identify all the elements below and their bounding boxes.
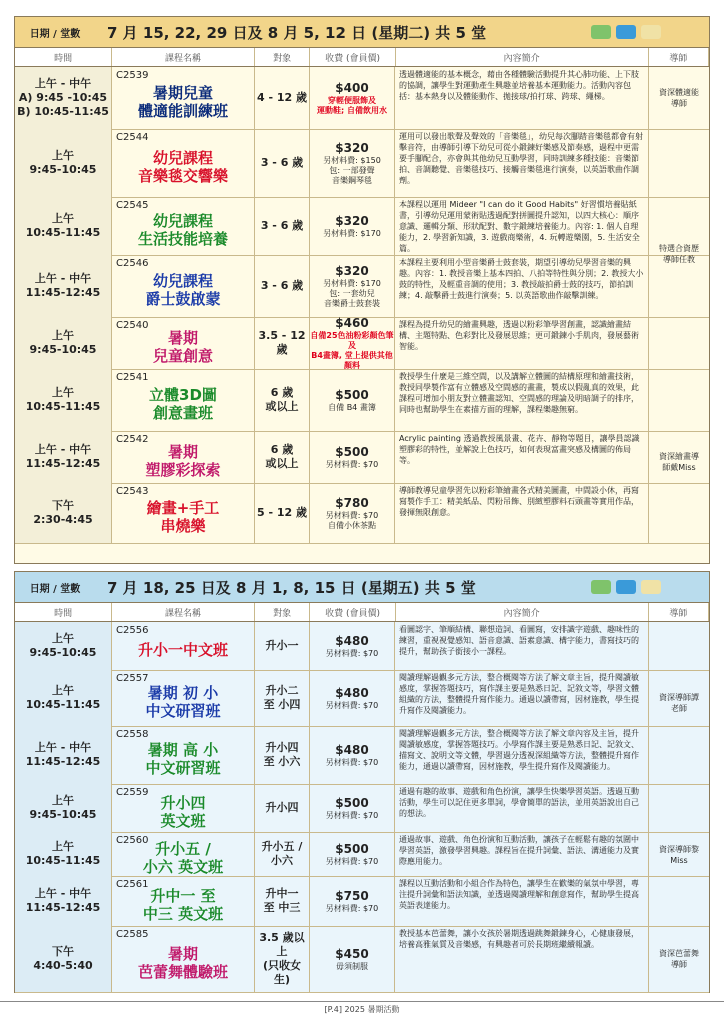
content-cell: 透過體適能的基本概念，藉由各種體驗活動提升其心肺功能、上下肢的協調，讓學生對運動產生興趣並培養基本運動能力。活動內容包括：基本熱身以及體能動作、拋接球/拍打球、跨球、繩梯。	[395, 67, 649, 129]
icon-group	[591, 25, 661, 39]
price: $750	[335, 888, 369, 903]
fee-note: 音樂爵士鼓套裝	[324, 298, 380, 308]
age-cell	[255, 726, 310, 784]
fee-cell	[310, 784, 395, 832]
fee-note: 自備小休茶點	[328, 520, 376, 530]
time-text: 上午 - 中午	[34, 741, 92, 754]
course-name-cell	[112, 784, 255, 832]
course-code: C2543	[116, 486, 149, 497]
course-name	[145, 684, 220, 720]
age-cell	[255, 255, 310, 317]
section-tuesday	[14, 16, 710, 564]
bird-icon	[616, 580, 636, 594]
age-cell	[255, 197, 310, 255]
course-name-cell	[112, 926, 255, 992]
time-text: 上午	[52, 684, 74, 697]
content-cell: 閱讀理解過觀多元方法，整合概閱等方法了解文章內容及主旨，提升閱讀敏感度，掌握答題技巧。小學寫作課主要是熟悉日記、記敘文、描寫文、說明文等文體，學習過分透視深組織等方法，整體提升寫作能力，通過以讀帶寫，因材施教，學生提升寫作及閱讀能力。	[395, 726, 649, 784]
time-text: 9:45-10:45	[29, 343, 97, 356]
section-title: 7 月 15, 22, 29 日及 8 月 5, 12 日 (星期二) 共 5 堂	[107, 23, 487, 42]
course-name-line: 兒童創意	[152, 347, 213, 365]
price: $500	[335, 795, 369, 810]
age-text: 至 中三	[263, 901, 301, 914]
column-header: 收費 (會員價)	[310, 603, 395, 621]
content-cell: 課程以互動活動和小組合作為特色，讓學生在歡樂的氣氛中學習，專注提升詞彙和語法知識，並透過閱讀理解和創意寫作，幫助學生提高英語表達能力。	[395, 876, 649, 926]
column-header: 內容簡介	[396, 48, 649, 66]
fee-cell	[310, 670, 395, 726]
content-cell: 教授基本芭蕾舞，讓小女孩於暑期透過跳舞鍛鍊身心，心健康發展，培養高雅氣質及音樂感，有興趣者可於長期班繼續報讀。	[395, 926, 649, 992]
time-text: 9:45-10:45	[29, 808, 97, 821]
fee-note: 包: 一部發聲	[329, 165, 375, 175]
fee-cell	[310, 67, 395, 129]
course-name-line: 升中一 至	[150, 887, 216, 905]
content-cell: 通過故事、遊戲、角色扮演和互動活動，讓孩子在輕鬆有趣的氛圍中學習英語，激發學習興趣。課程旨在提升詞彙、語法、溝通能力及實際應用能力。	[395, 832, 649, 876]
time-cell	[15, 431, 112, 483]
time-text: 11:45-12:45	[25, 755, 101, 768]
course-name-line: 暑期 高 小	[147, 741, 219, 759]
course-name	[153, 329, 213, 365]
course-name-cell	[112, 670, 255, 726]
fee-note: 穿輕便服飾及	[328, 95, 376, 105]
time-text: 10:45-11:45	[25, 698, 101, 711]
course-name-cell	[112, 255, 255, 317]
paw-icon	[641, 25, 661, 39]
course-name-cell	[112, 876, 255, 926]
course-name-line: 繪畫+手工	[146, 499, 220, 517]
course-row	[15, 926, 709, 993]
fee-note: 運動鞋; 自備飲用水	[317, 105, 387, 115]
course-name-line: 塑膠彩探索	[145, 461, 221, 479]
fee-note: 另材料費: $70	[325, 903, 379, 913]
fee-note: B4畫簿, 堂上提供其他顏料	[311, 350, 393, 370]
course-name-line: 英文班	[160, 812, 206, 830]
course-name-cell	[112, 622, 255, 670]
price: $480	[335, 742, 369, 757]
age-cell	[255, 67, 310, 129]
age-text: 至 小四	[263, 698, 301, 711]
time-text: 下午	[52, 499, 74, 512]
section-header	[15, 572, 709, 603]
time-cell	[15, 197, 112, 255]
fee-cell	[310, 129, 395, 197]
time-cell	[15, 483, 112, 543]
teacher-cell: 資深導師黎Miss	[659, 845, 699, 865]
time-text: 上午	[52, 794, 74, 807]
course-name-line: 升小五 /	[155, 840, 211, 858]
age-text: 4 - 12 歲	[256, 91, 307, 104]
fee-note: 自備25色油粉彩顏色筆及	[310, 330, 394, 350]
course-code: C2585	[116, 929, 149, 940]
age-cell	[255, 832, 310, 876]
time-text: 上午	[52, 329, 74, 342]
course-name-line: 芭蕾舞體驗班	[137, 963, 228, 981]
fee-note: 另材料費: $70	[325, 648, 379, 658]
price: $320	[335, 213, 369, 228]
time-text: 上午	[52, 386, 74, 399]
course-code: C2558	[116, 729, 149, 740]
fee-note: 音樂鋼琴毯	[332, 175, 372, 185]
column-header: 對象	[255, 48, 311, 66]
age-cell	[255, 369, 310, 431]
time-text: 4:40-5:40	[33, 959, 93, 972]
time-cell	[15, 622, 112, 670]
course-name	[138, 641, 228, 659]
time-cell	[15, 255, 112, 317]
teacher-cell: 資深繪畫導師戴Miss	[659, 452, 699, 472]
course-row	[15, 832, 709, 877]
fee-note: 另材料費: $150	[323, 155, 381, 165]
time-text: 上午	[52, 632, 74, 645]
price: $320	[335, 263, 369, 278]
age-text: 升小二	[265, 684, 299, 697]
fee-cell	[310, 255, 395, 317]
age-text: 至 小六	[263, 755, 301, 768]
icon-group	[591, 580, 661, 594]
teacher-cell: 資深導師譚老師	[659, 693, 699, 713]
course-name-cell	[112, 483, 255, 543]
age-text: 升小一	[265, 639, 299, 652]
course-name	[143, 840, 223, 876]
fee-note: 另材料費: $70	[325, 459, 379, 469]
fee-cell	[310, 726, 395, 784]
course-name	[138, 212, 228, 248]
course-code: C2540	[116, 320, 149, 331]
age-text: 或以上	[265, 400, 299, 413]
course-name-line: 小六 英文班	[142, 858, 224, 876]
course-name-line: 中三 英文班	[142, 905, 224, 923]
age-cell	[255, 431, 310, 483]
course-name-line: 暑期	[167, 443, 198, 461]
section-friday	[14, 571, 710, 993]
chat-bubble-icon	[591, 580, 611, 594]
course-name-cell	[112, 431, 255, 483]
age-cell	[255, 670, 310, 726]
course-code: C2539	[116, 70, 149, 81]
time-text: 上午 - 中午	[34, 887, 92, 900]
course-row	[15, 197, 709, 256]
fee-cell	[310, 622, 395, 670]
time-text: 2:30-4:45	[33, 513, 93, 526]
time-cell	[15, 876, 112, 926]
fee-note: 另材料費: $70	[325, 757, 379, 767]
course-name-line: 暑期兒童	[152, 84, 213, 102]
age-text: 5 - 12 歲	[256, 506, 307, 519]
price: $400	[335, 80, 369, 95]
fee-note: 另材料費: $70	[325, 700, 379, 710]
fee-cell	[310, 197, 395, 255]
course-name-line: 串燒樂	[160, 517, 206, 535]
paw-icon	[641, 580, 661, 594]
chat-bubble-icon	[591, 25, 611, 39]
course-name-cell	[112, 369, 255, 431]
course-name-line: 創意畫班	[152, 404, 213, 422]
course-name	[149, 386, 217, 422]
age-cell	[255, 129, 310, 197]
course-name-cell	[112, 726, 255, 784]
course-name-line: 中文研習班	[145, 759, 221, 777]
column-header: 收費 (會員價)	[310, 48, 395, 66]
time-cell	[15, 784, 112, 832]
content-cell: 看圖認字、筆順結構、聯想造詞、看圖寫，安排識字遊戲、趣味性的練習，重視視覺感知、語音意識、語素意識、構字能力，書寫技巧的提升，幫助孩子銜接小一課程。	[395, 622, 649, 670]
time-text: 11:45-12:45	[25, 901, 101, 914]
course-code: C2556	[116, 625, 149, 636]
course-row	[15, 726, 709, 785]
age-text: 3.5 - 12 歲	[258, 329, 306, 356]
age-cell	[255, 926, 310, 992]
fee-cell	[310, 483, 395, 543]
price: $500	[335, 841, 369, 856]
course-row	[15, 67, 709, 130]
time-text: 上午	[52, 212, 74, 225]
course-code: C2545	[116, 200, 149, 211]
content-cell: 通過有趣的故事、遊戲和角色扮演，讓學生快樂學習英語。透過互動活動，學生可以記住更多單詞，學會簡單的語法，並用英語說出自己的想法。	[395, 784, 649, 832]
column-header: 內容簡介	[396, 603, 649, 621]
column-header: 對象	[255, 603, 311, 621]
fee-note: 另材料費: $70	[325, 856, 379, 866]
course-name-line: 爵士鼓啟蒙	[145, 290, 221, 308]
course-code: C2561	[116, 879, 149, 890]
fee-note: 包: 一套幼兒	[329, 288, 375, 298]
time-text: B) 10:45-11:45	[17, 105, 109, 118]
course-row	[15, 876, 709, 927]
course-name-cell	[112, 317, 255, 369]
course-code: C2542	[116, 434, 149, 445]
course-name	[160, 794, 205, 830]
course-name-line: 生活技能培養	[137, 230, 228, 248]
fee-note: 另材料費: $170	[323, 228, 381, 238]
course-row	[15, 369, 709, 432]
course-code: C2560	[116, 835, 149, 846]
age-text: 6 歲	[270, 386, 294, 399]
age-text: 3 - 6 歲	[260, 156, 304, 169]
time-text: 9:45-10:45	[29, 646, 97, 659]
age-text: 3 - 6 歲	[260, 279, 304, 292]
time-text: 上午 - 中午	[34, 77, 92, 90]
course-code: C2557	[116, 673, 149, 684]
time-cell	[15, 670, 112, 726]
age-text: 升中一	[265, 887, 299, 900]
fee-cell	[310, 926, 395, 992]
course-row	[15, 670, 709, 727]
content-cell: 課程為提升幼兒的繪畫興趣，透過以粉彩筆學習創畫，認識繪畫結構、主題特點、色彩對比及發展思維；更可鍛鍊小手肌肉，發展藝術智能。	[395, 317, 649, 369]
time-text: 10:45-11:45	[25, 400, 101, 413]
course-name-line: 升小一中文班	[137, 641, 228, 659]
column-headers	[15, 603, 709, 622]
course-name	[145, 741, 220, 777]
course-code: C2546	[116, 258, 149, 269]
age-cell	[255, 784, 310, 832]
time-text: 10:45-11:45	[25, 226, 101, 239]
content-cell: 本課程主要利用小型音樂爵士鼓套裝，期望引導幼兒學習音樂的興趣。內容：1. 教授音樂上基本四拍、八拍等特性與分別；2. 教授大小鼓的特性，及輕重音調的使用；3. 教授敲拍爵士鼓的技巧，節拍訓練；4. 敲擊爵士鼓進行演奏；5. 以英語歌曲作敲擊訓練。	[395, 255, 649, 317]
fee-cell	[310, 317, 395, 369]
teacher-cell: 資深芭蕾舞導師	[659, 949, 699, 969]
fee-note: 自備 B4 畫簿	[328, 402, 376, 412]
course-rows	[15, 622, 709, 994]
time-cell	[15, 926, 112, 992]
time-cell	[15, 726, 112, 784]
course-name-line: 暑期	[167, 329, 198, 347]
course-code: C2541	[116, 372, 149, 383]
course-name	[138, 84, 228, 120]
content-cell: 教授學生什麼是三維空間，以及講解立體圖的結構原理和繪畫技術，教授同學製作富有立體感及空間感的畫畫，製成以假亂真的效果，此課程可增加小朋友對立體畫認知、空間感的理論及明暗調子的排序，同時也幫助學生在素描方面的理解，課程樂趣無窮。	[395, 369, 649, 431]
fee-cell	[310, 369, 395, 431]
course-name-line: 體適能訓練班	[137, 102, 228, 120]
course-name	[138, 149, 228, 185]
price: $460	[335, 315, 369, 330]
time-text: 11:45-12:45	[25, 286, 101, 299]
age-cell	[255, 317, 310, 369]
age-text: 升小四	[265, 741, 299, 754]
price: $500	[335, 387, 369, 402]
course-name-line: 幼兒課程	[152, 212, 213, 230]
time-text: 上午	[52, 840, 74, 853]
age-text: 3.5 歲以上	[259, 931, 305, 958]
age-text: 或以上	[265, 457, 299, 470]
time-cell	[15, 129, 112, 197]
course-row	[15, 317, 709, 370]
date-label: 日期 / 堂數	[29, 583, 81, 595]
fee-cell	[310, 431, 395, 483]
course-name-line: 暑期	[167, 945, 198, 963]
course-name-line: 中文研習班	[145, 702, 221, 720]
course-rows	[15, 67, 709, 565]
course-row	[15, 784, 709, 833]
course-name-line: 立體3D圖	[149, 386, 217, 404]
section-header	[15, 17, 709, 48]
content-cell: 閱讀理解過觀多元方法，整合概閱等方法了解文章主旨，提升閱讀敏感度，掌握答題技巧，寫作課主要是熟悉日記、記敘文等，學習文體組織的方法，整體提升寫作能力。通過以讀帶寫，因材施教，學生提升寫作及閱讀能力。	[395, 670, 649, 726]
course-code: C2559	[116, 787, 149, 798]
fee-cell	[310, 876, 395, 926]
course-name-cell	[112, 197, 255, 255]
time-text: 9:45-10:45	[29, 163, 97, 176]
course-name-line: 音樂毯交響樂	[137, 167, 228, 185]
price: $480	[335, 633, 369, 648]
price: $320	[335, 140, 369, 155]
course-name-cell	[112, 832, 255, 876]
price: $480	[335, 685, 369, 700]
age-text: 升小五 /	[261, 840, 303, 853]
course-row	[15, 483, 709, 544]
time-text: 上午 - 中午	[34, 443, 92, 456]
course-name	[145, 443, 220, 479]
column-header: 時間	[15, 603, 112, 621]
course-name	[145, 272, 220, 308]
fee-cell	[310, 832, 395, 876]
age-cell	[255, 622, 310, 670]
course-name-line: 幼兒課程	[152, 149, 213, 167]
course-row	[15, 255, 709, 318]
age-text: 3 - 6 歲	[260, 219, 304, 232]
content-cell: Acrylic painting 透過教授風景畫、花卉、靜物等題目，讓學員認識塑膠彩的特性，並解說上色技巧，如何表現富畫突感及構圖的佈局等。	[395, 431, 649, 483]
age-cell	[255, 483, 310, 543]
section-title: 7 月 18, 25 日及 8 月 1, 8, 15 日 (星期五) 共 5 堂	[107, 578, 476, 597]
course-row	[15, 431, 709, 484]
time-cell	[15, 832, 112, 876]
column-header: 導師	[649, 48, 709, 66]
time-text: A) 9:45 -10:45	[18, 91, 108, 104]
time-text: 10:45-11:45	[25, 854, 101, 867]
age-text: 升小四	[265, 801, 299, 814]
time-cell	[15, 317, 112, 369]
age-text: 6 歲	[270, 443, 294, 456]
fee-note: 毋須制服	[336, 961, 368, 971]
date-label: 日期 / 堂數	[29, 28, 81, 40]
course-name	[138, 945, 228, 981]
content-cell: 運用可以發出歌聲及聲效的「音樂毯」，幼兒每次腳踏音樂毯都會有射擊音符，由導師引導下幼兒可從小鍛鍊好樂感及節奏感，過程中更需要手腳配合，亦會與其他幼兒互動學習，同時訓練多種技能：音樂節拍、音調聽覺、音樂毯技巧、接觸音樂毯進行演奏，以英語歌曲作調劑。	[395, 129, 649, 197]
age-cell	[255, 876, 310, 926]
column-headers	[15, 48, 709, 67]
course-name-line: 幼兒課程	[152, 272, 213, 290]
time-text: 上午 - 中午	[34, 272, 92, 285]
age-text: (只收女生)	[262, 959, 302, 986]
age-text: 小六	[271, 854, 293, 867]
course-name-cell	[112, 67, 255, 129]
column-header: 導師	[649, 603, 709, 621]
teacher-cell: 特選合資歷導師任教	[659, 244, 699, 264]
course-row	[15, 129, 709, 198]
course-name-line: 暑期 初 小	[147, 684, 219, 702]
time-text: 上午	[52, 149, 74, 162]
fee-note: 另材料費: $70	[325, 510, 379, 520]
column-header: 課程名稱	[112, 48, 255, 66]
fee-note: 另材料費: $170	[323, 278, 381, 288]
content-cell: 本課程以運用 Mideer "I can do it Good Habits" 好習慣培養貼紙書，引導幼兒運用蒙術貼透過配對拼圖提升認知，以四大核心：順序意識、邏輯分類、形狀配對、數字鍛練培養能力。內容: 1. 個人自理能力，2. 學習新知識，3. 遊戲商樂術，4. 玩轉遊樂園，5. 生活安全篇。	[395, 197, 649, 255]
course-name	[147, 499, 220, 535]
fee-note: 另材料費: $70	[325, 810, 379, 820]
column-header: 課程名稱	[112, 603, 255, 621]
course-name-line: 升小四	[160, 794, 206, 812]
course-row	[15, 622, 709, 671]
price: $500	[335, 444, 369, 459]
time-text: 下午	[52, 945, 74, 958]
time-cell	[15, 67, 112, 129]
course-name-cell	[112, 129, 255, 197]
price: $450	[335, 946, 369, 961]
page-footer: [P.4] 2025 暑期活動	[0, 1001, 724, 1015]
content-cell: 導師教導兒童學習先以粉彩筆繪畫各式精美圖畫，中間設小休，再寫寫製作手工：精美紙品、閃粉吊飾、別緻塑膠料石頭畫等實用作品，發揮無限創意。	[395, 483, 649, 543]
bird-icon	[616, 25, 636, 39]
time-cell	[15, 369, 112, 431]
course-name	[143, 887, 223, 923]
column-header: 時間	[15, 48, 112, 66]
time-text: 11:45-12:45	[25, 457, 101, 470]
course-code: C2544	[116, 132, 149, 143]
price: $780	[335, 495, 369, 510]
teacher-cell: 資深體適能導師	[659, 88, 699, 108]
